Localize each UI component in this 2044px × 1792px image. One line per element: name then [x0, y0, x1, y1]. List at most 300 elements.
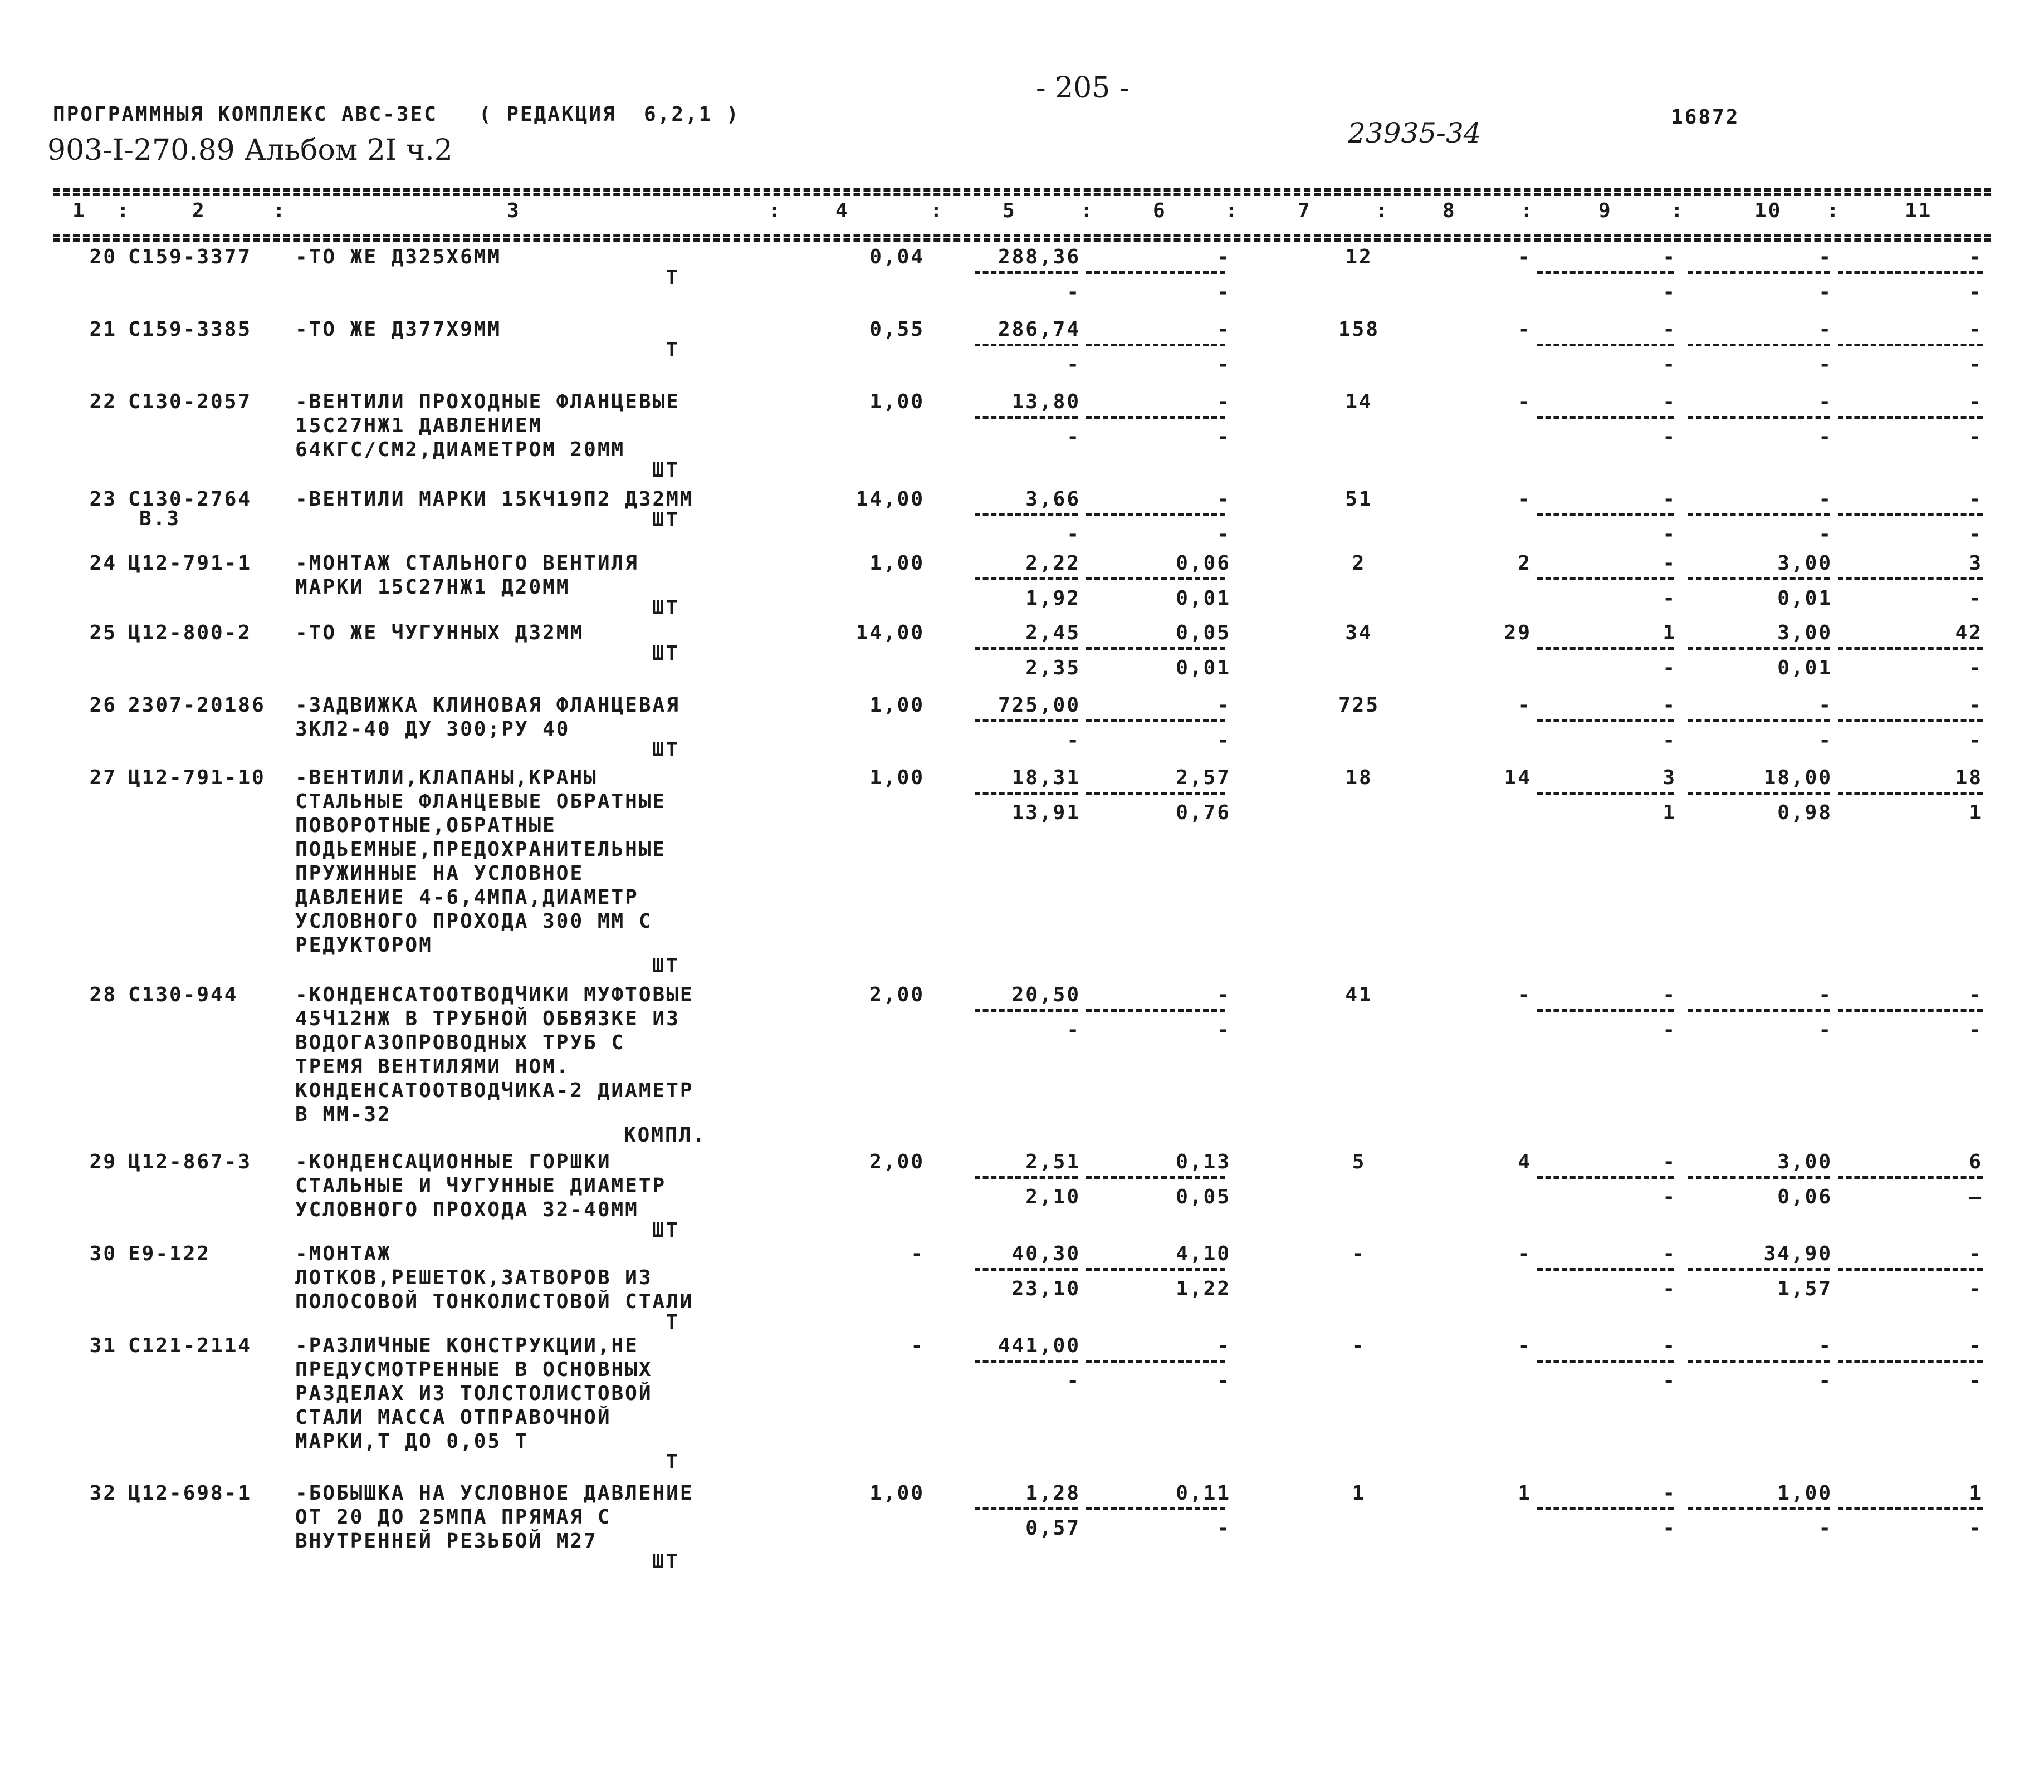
description-line: -РАЗЛИЧНЫЕ КОНСТРУКЦИИ,НЕ — [295, 1334, 639, 1357]
cell-divider — [1086, 1360, 1225, 1363]
rate-code: 2307-20186 — [128, 694, 266, 717]
cell-col-10-lower: - — [1818, 353, 1832, 376]
cell-col-9: - — [1662, 318, 1676, 341]
cell-divider — [1688, 647, 1830, 650]
cell-col-5: 2,22 — [1025, 552, 1080, 575]
cell-col-11: - — [1969, 390, 1983, 413]
cell-divider — [1838, 513, 1983, 516]
page-number: - 205 - — [1036, 71, 1129, 105]
cell-divider — [1688, 1268, 1830, 1271]
column-header-5: 5 — [1003, 199, 1016, 222]
cell-col-6: 0,05 — [1176, 621, 1231, 644]
program-header: ПРОГРАММНЫЯ КОМПЛЕКС АВС-ЗЕС ( РЕДАКЦИЯ 6,2,1 ) — [53, 103, 740, 126]
cell-col-10-lower: 0,01 — [1777, 657, 1832, 679]
row-number: 26 — [89, 694, 117, 717]
cell-col-9-lower: - — [1662, 657, 1676, 679]
cell-col-10-lower: 0,01 — [1777, 587, 1832, 610]
cell-col-10-lower: - — [1818, 1517, 1832, 1540]
cell-divider — [1086, 1176, 1225, 1179]
description-line: РЕДУКТОРОМ — [295, 934, 433, 957]
cell-col-5-lower: 2,35 — [1025, 657, 1080, 679]
rate-code: С130-2057 — [128, 390, 252, 413]
handwritten-code: 23935-34 — [1348, 117, 1481, 149]
cell-col-6: - — [1217, 390, 1231, 413]
cell-divider — [1537, 719, 1674, 722]
column-header-10: 10 — [1754, 199, 1782, 222]
unit-of-measure: Т — [666, 1311, 679, 1334]
cell-divider — [975, 577, 1078, 580]
description-line: ЛОТКОВ,РЕШЕТОК,ЗАТВОРОВ ИЗ — [295, 1266, 653, 1289]
cell-col-11-lower: - — [1969, 353, 1983, 376]
cell-divider — [1086, 1268, 1225, 1271]
cell-col-5-lower: 13,91 — [1011, 801, 1080, 824]
description-line: -КОНДЕНСАЦИОННЫЕ ГОРШКИ — [295, 1150, 612, 1173]
cell-col-11: 18 — [1955, 766, 1983, 789]
cell-divider — [1688, 1507, 1830, 1510]
cell-col-5-lower: 2,10 — [1025, 1186, 1080, 1208]
document-number: 16872 — [1671, 106, 1740, 129]
cell-col-6: - — [1217, 694, 1231, 717]
description-line: ДАВЛЕНИЕ 4-6,4МПА,ДИАМЕТР — [295, 886, 639, 909]
cell-col-11-lower: - — [1969, 281, 1983, 303]
cell-col-6: - — [1217, 488, 1231, 511]
row-number: 22 — [89, 390, 117, 413]
cell-col-4: 1,00 — [869, 694, 925, 717]
cell-divider — [1086, 513, 1225, 516]
album-title: 903-I-270.89 Альбом 2I ч.2 — [47, 134, 453, 167]
cell-divider — [975, 1360, 1078, 1363]
description-line: -ВЕНТИЛИ ПРОХОДНЫЕ ФЛАНЦЕВЫЕ — [295, 390, 680, 413]
cell-col-4: 1,00 — [869, 552, 925, 575]
cell-divider — [1537, 792, 1674, 795]
rate-code: Ц12-698-1 — [128, 1482, 252, 1505]
cell-col-9: - — [1662, 1334, 1676, 1357]
rate-code: С159-3377 — [128, 246, 252, 268]
cell-col-5: 13,80 — [1011, 390, 1080, 413]
cell-col-6: 2,57 — [1176, 766, 1231, 789]
row-number: 29 — [89, 1150, 117, 1173]
cell-col-11-lower: - — [1969, 425, 1983, 448]
column-separator: : — [1225, 199, 1239, 222]
description-line: -ТО ЖЕ Д377Х9ММ — [295, 318, 502, 341]
unit-of-measure: ШТ — [652, 459, 679, 482]
cell-col-6: 0,06 — [1176, 552, 1231, 575]
cell-divider — [1086, 416, 1225, 419]
description-line: ПРЕДУСМОТРЕННЫЕ В ОСНОВНЫХ — [295, 1358, 653, 1381]
cell-col-8: 2 — [1518, 552, 1532, 575]
cell-divider — [1838, 1268, 1983, 1271]
cell-divider — [975, 647, 1078, 650]
cell-col-10: - — [1818, 694, 1832, 717]
cell-divider — [1688, 1009, 1830, 1012]
rate-code: С130-2764 — [128, 488, 252, 511]
cell-col-6: - — [1217, 318, 1231, 341]
cell-col-9-lower: - — [1662, 1186, 1676, 1208]
description-line: ПОЛОСОВОЙ ТОНКОЛИСТОВОЙ СТАЛИ — [295, 1290, 694, 1313]
cell-col-10-lower: 1,57 — [1777, 1277, 1832, 1300]
cell-col-6-lower: - — [1217, 281, 1231, 303]
cell-col-9: - — [1662, 983, 1676, 1006]
row-number: 27 — [89, 766, 117, 789]
cell-col-8: - — [1518, 983, 1532, 1006]
cell-col-8: - — [1518, 246, 1532, 268]
description-line: СТАЛИ МАССА ОТПРАВОЧНОЙ — [295, 1406, 612, 1429]
cell-col-11-lower: - — [1969, 1019, 1983, 1041]
cell-divider — [1838, 416, 1983, 419]
cell-col-9-lower: - — [1662, 1369, 1676, 1392]
cell-divider — [1688, 416, 1830, 419]
cell-divider — [1537, 1009, 1674, 1012]
column-header-1: 1 — [72, 199, 86, 222]
column-header-2: 2 — [192, 199, 206, 222]
cell-divider — [1838, 1176, 1983, 1179]
description-line: -ВЕНТИЛИ,КЛАПАНЫ,КРАНЫ — [295, 766, 598, 789]
cell-col-10: 34,90 — [1763, 1242, 1832, 1265]
cell-col-6-lower: - — [1217, 1517, 1231, 1540]
description-line: ВНУТРЕННЕЙ РЕЗЬБОЙ М27 — [295, 1530, 598, 1553]
cell-col-4: 2,00 — [869, 983, 925, 1006]
description-line: 64КГС/СМ2,ДИАМЕТРОМ 20ММ — [295, 438, 625, 461]
cell-col-8: 29 — [1504, 621, 1532, 644]
description-line: КОНДЕНСАТООТВОДЧИКА-2 ДИАМЕТР — [295, 1079, 694, 1102]
cell-divider — [1688, 1360, 1830, 1363]
cell-col-6-lower: - — [1217, 523, 1231, 546]
cell-col-10: 3,00 — [1777, 1150, 1832, 1173]
row-number: 25 — [89, 621, 117, 644]
cell-col-8: - — [1518, 318, 1532, 341]
cell-col-5: 288,36 — [997, 246, 1080, 268]
unit-of-measure: ШТ — [652, 508, 679, 531]
cell-divider — [1838, 719, 1983, 722]
cell-col-9-lower: - — [1662, 587, 1676, 610]
cell-divider — [1688, 577, 1830, 580]
cell-divider — [1537, 1268, 1674, 1271]
cell-col-9: 3 — [1662, 766, 1676, 789]
cell-divider — [1688, 1176, 1830, 1179]
description-line: -КОНДЕНСАТООТВОДЧИКИ МУФТОВЫЕ — [295, 983, 694, 1006]
cell-col-5: 40,30 — [1011, 1242, 1080, 1265]
cell-col-4: 2,00 — [869, 1150, 925, 1173]
cell-divider — [975, 1268, 1078, 1271]
cell-col-4: 0,04 — [869, 246, 925, 268]
cell-col-8: - — [1518, 1242, 1532, 1265]
cell-col-6: - — [1217, 246, 1231, 268]
rate-code: С159-3385 — [128, 318, 252, 341]
cell-col-11-lower: - — [1969, 1277, 1983, 1300]
cell-col-11-lower: - — [1969, 729, 1983, 752]
cell-col-9: - — [1662, 1150, 1676, 1173]
cell-divider — [1086, 1009, 1225, 1012]
cell-col-6: 0,13 — [1176, 1150, 1231, 1173]
description-line: -ВЕНТИЛИ МАРКИ 15КЧ19П2 Д32ММ — [295, 488, 694, 511]
cell-col-11: - — [1969, 694, 1983, 717]
cell-col-10: 3,00 — [1777, 552, 1832, 575]
cell-col-11: 3 — [1969, 552, 1983, 575]
cell-col-11-lower: - — [1969, 1517, 1983, 1540]
cell-col-10: - — [1818, 488, 1832, 511]
cell-divider — [1086, 792, 1225, 795]
description-line: ПОДЬЕМНЫЕ,ПРЕДОХРАНИТЕЛЬНЫЕ — [295, 838, 667, 861]
cell-col-10-lower: - — [1818, 1019, 1832, 1041]
cell-col-4: 1,00 — [869, 1482, 925, 1505]
cell-col-5: 20,50 — [1011, 983, 1080, 1006]
header-bottom-rule-2 — [53, 238, 1991, 242]
cell-col-5-lower: - — [1067, 425, 1080, 448]
cell-col-7: 34 — [1345, 621, 1373, 644]
cell-col-9: - — [1662, 488, 1676, 511]
column-separator: : — [273, 199, 287, 222]
cell-col-9-lower: 1 — [1662, 801, 1676, 824]
row-number: 31 — [89, 1334, 117, 1357]
row-number: 21 — [89, 318, 117, 341]
unit-of-measure: ШТ — [652, 1550, 679, 1573]
row-number: 28 — [89, 983, 117, 1006]
cell-col-7: 1 — [1352, 1482, 1366, 1505]
cell-divider — [1688, 719, 1830, 722]
cell-divider — [975, 792, 1078, 795]
cell-col-11-lower: - — [1969, 587, 1983, 610]
description-line: ПОВОРОТНЫЕ,ОБРАТНЫЕ — [295, 814, 556, 837]
cell-col-9: - — [1662, 1242, 1676, 1265]
cell-col-4: 0,55 — [869, 318, 925, 341]
cell-col-5: 2,51 — [1025, 1150, 1080, 1173]
cell-col-7: - — [1352, 1334, 1366, 1357]
description-line: РАЗДЕЛАХ ИЗ ТОЛСТОЛИСТОВОЙ — [295, 1382, 653, 1405]
description-line: -МОНТАЖ СТАЛЬНОГО ВЕНТИЛЯ — [295, 552, 639, 575]
cell-col-10-lower: - — [1818, 425, 1832, 448]
rate-code-suffix: В.3 — [139, 507, 181, 530]
cell-divider — [1838, 792, 1983, 795]
rate-code: Ц12-791-1 — [128, 552, 252, 575]
description-line: СТАЛЬНЫЕ ФЛАНЦЕВЫЕ ОБРАТНЫЕ — [295, 790, 667, 813]
row-number: 24 — [89, 552, 117, 575]
column-header-3: 3 — [507, 199, 521, 222]
cell-col-5-lower: - — [1067, 523, 1080, 546]
description-line: МАРКИ,Т ДО 0,05 Т — [295, 1430, 529, 1453]
cell-divider — [1086, 577, 1225, 580]
cell-col-8: 1 — [1518, 1482, 1532, 1505]
cell-col-6-lower: - — [1217, 425, 1231, 448]
cell-col-7: - — [1352, 1242, 1366, 1265]
cell-col-8: - — [1518, 488, 1532, 511]
cell-col-4: 1,00 — [869, 390, 925, 413]
cell-col-9-lower: - — [1662, 729, 1676, 752]
description-line: 45Ч12НЖ В ТРУБНОЙ ОБВЯЗКЕ ИЗ — [295, 1007, 680, 1030]
cell-divider — [975, 1009, 1078, 1012]
cell-col-7: 158 — [1338, 318, 1380, 341]
description-line: СТАЛЬНЫЕ И ЧУГУННЫЕ ДИАМЕТР — [295, 1174, 667, 1197]
cell-col-9: - — [1662, 1482, 1676, 1505]
cell-col-10: 18,00 — [1763, 766, 1832, 789]
cell-col-11-lower: - — [1969, 523, 1983, 546]
cell-col-5: 725,00 — [997, 694, 1080, 717]
cell-divider — [975, 344, 1078, 346]
cell-col-9: - — [1662, 552, 1676, 575]
cell-col-9-lower: - — [1662, 353, 1676, 376]
cell-col-7: 51 — [1345, 488, 1373, 511]
cell-divider — [1537, 1507, 1674, 1510]
cell-col-5-lower: 1,92 — [1025, 587, 1080, 610]
cell-col-7: 2 — [1352, 552, 1366, 575]
cell-col-11: - — [1969, 983, 1983, 1006]
cell-col-7: 18 — [1345, 766, 1373, 789]
cell-col-6-lower: 1,22 — [1176, 1277, 1231, 1300]
cell-divider — [1537, 647, 1674, 650]
cell-col-10: - — [1818, 246, 1832, 268]
cell-col-6-lower: - — [1217, 353, 1231, 376]
cell-col-4: - — [911, 1242, 925, 1265]
cell-divider — [1086, 344, 1225, 346]
column-header-8: 8 — [1442, 199, 1456, 222]
cell-divider — [1537, 271, 1674, 274]
unit-of-measure: Т — [666, 1451, 679, 1473]
header-top-rule — [53, 188, 1991, 192]
cell-col-9-lower: - — [1662, 523, 1676, 546]
column-separator: : — [1827, 199, 1841, 222]
cell-col-10-lower: - — [1818, 523, 1832, 546]
cell-col-9: - — [1662, 694, 1676, 717]
cell-col-9-lower: - — [1662, 1277, 1676, 1300]
cell-col-7: 14 — [1345, 390, 1373, 413]
unit-of-measure: ШТ — [652, 1219, 679, 1242]
description-line: -ТО ЖЕ ЧУГУННЫХ Д32ММ — [295, 621, 584, 644]
column-separator: : — [769, 199, 783, 222]
cell-col-6: - — [1217, 1334, 1231, 1357]
cell-divider — [1537, 1360, 1674, 1363]
cell-divider — [1688, 513, 1830, 516]
cell-col-5-lower: - — [1067, 1369, 1080, 1392]
cell-divider — [1688, 344, 1830, 346]
cell-col-5: 441,00 — [997, 1334, 1080, 1357]
cell-col-6-lower: 0,01 — [1176, 587, 1231, 610]
cell-col-9-lower: - — [1662, 1517, 1676, 1540]
rate-code: Ц12-791-10 — [128, 766, 266, 789]
cell-col-6-lower: - — [1217, 1369, 1231, 1392]
cell-divider — [1537, 1176, 1674, 1179]
cell-divider — [975, 1176, 1078, 1179]
cell-divider — [975, 1507, 1078, 1510]
cell-divider — [1537, 344, 1674, 346]
cell-col-6: 4,10 — [1176, 1242, 1231, 1265]
cell-col-9-lower: - — [1662, 281, 1676, 303]
cell-col-11-lower: 1 — [1969, 801, 1983, 824]
cell-divider — [1086, 271, 1225, 274]
cell-col-5-lower: - — [1067, 1019, 1080, 1041]
description-line: -ЗАДВИЖКА КЛИНОВАЯ ФЛАНЦЕВАЯ — [295, 694, 680, 717]
rate-code: Е9-122 — [128, 1242, 211, 1265]
rate-code: С130-944 — [128, 983, 238, 1006]
cell-divider — [975, 271, 1078, 274]
cell-col-11: - — [1969, 246, 1983, 268]
cell-divider — [1537, 577, 1674, 580]
cell-divider — [1086, 719, 1225, 722]
cell-col-5: 286,74 — [997, 318, 1080, 341]
header-bottom-rule — [53, 234, 1991, 237]
cell-divider — [1688, 792, 1830, 795]
cell-divider — [1838, 1507, 1983, 1510]
column-separator: : — [1671, 199, 1685, 222]
cell-divider — [1086, 647, 1225, 650]
description-line: ВОДОГАЗОПРОВОДНЫХ ТРУБ С — [295, 1031, 625, 1054]
column-header-9: 9 — [1598, 199, 1612, 222]
cell-col-4: - — [911, 1334, 925, 1357]
cell-col-7: 725 — [1338, 694, 1380, 717]
cell-divider — [1838, 577, 1983, 580]
cell-col-10-lower: 0,98 — [1777, 801, 1832, 824]
rate-code: Ц12-800-2 — [128, 621, 252, 644]
description-line: ЗКЛ2-40 ДУ 300;РУ 40 — [295, 718, 570, 741]
cell-col-10: - — [1818, 318, 1832, 341]
cell-col-9: - — [1662, 246, 1676, 268]
cell-col-11: - — [1969, 1242, 1983, 1265]
description-line: В ММ-32 — [295, 1103, 392, 1126]
column-separator: : — [1520, 199, 1534, 222]
column-separator: : — [1376, 199, 1390, 222]
cell-col-4: 14,00 — [855, 488, 925, 511]
unit-of-measure: КОМПЛ. — [624, 1124, 707, 1147]
description-line: ТРЕМЯ ВЕНТИЛЯМИ НОМ. — [295, 1055, 570, 1078]
description-line: ПРУЖИННЫЕ НА УСЛОВНОЕ — [295, 862, 584, 885]
cell-divider — [1838, 344, 1983, 346]
cell-col-6: - — [1217, 983, 1231, 1006]
cell-col-7: 12 — [1345, 246, 1373, 268]
description-line: УСЛОВНОГО ПРОХОДА 300 ММ С — [295, 910, 653, 933]
cell-col-10: 3,00 — [1777, 621, 1832, 644]
description-line: ОТ 20 ДО 25МПА ПРЯМАЯ С — [295, 1506, 612, 1529]
cell-col-11: 1 — [1969, 1482, 1983, 1505]
cell-col-10: 1,00 — [1777, 1482, 1832, 1505]
column-header-11: 11 — [1905, 199, 1933, 222]
cell-col-8: 14 — [1504, 766, 1532, 789]
cell-col-5: 2,45 — [1025, 621, 1080, 644]
row-number: 32 — [89, 1482, 117, 1505]
description-line: УСЛОВНОГО ПРОХОДА 32-40ММ — [295, 1198, 639, 1221]
cell-col-11: 42 — [1955, 621, 1983, 644]
cell-divider — [1537, 513, 1674, 516]
cell-col-5: 18,31 — [1011, 766, 1080, 789]
cell-col-6-lower: 0,05 — [1176, 1186, 1231, 1208]
cell-col-9-lower: - — [1662, 425, 1676, 448]
cell-col-7: 41 — [1345, 983, 1373, 1006]
cell-divider — [1838, 271, 1983, 274]
cell-divider — [1537, 416, 1674, 419]
description-line: -ТО ЖЕ Д325Х6ММ — [295, 246, 502, 268]
cell-divider — [1838, 647, 1983, 650]
cell-col-11: - — [1969, 488, 1983, 511]
description-line: МАРКИ 15С27НЖ1 Д20ММ — [295, 576, 570, 599]
cell-col-10-lower: - — [1818, 1369, 1832, 1392]
cell-divider — [1838, 1009, 1983, 1012]
cell-col-6: 0,11 — [1176, 1482, 1231, 1505]
cell-col-10: - — [1818, 1334, 1832, 1357]
cell-col-6-lower: 0,01 — [1176, 657, 1231, 679]
cell-col-10: - — [1818, 390, 1832, 413]
row-number: 20 — [89, 246, 117, 268]
cell-col-10-lower: - — [1818, 281, 1832, 303]
cell-col-11: 6 — [1969, 1150, 1983, 1173]
cell-col-10: - — [1818, 983, 1832, 1006]
cell-col-11-lower: - — [1969, 1369, 1983, 1392]
header-top-rule-2 — [53, 193, 1991, 196]
rate-code: С121-2114 — [128, 1334, 252, 1357]
cell-col-11-lower: — — [1969, 1186, 1983, 1208]
cell-divider — [975, 719, 1078, 722]
cell-col-8: - — [1518, 694, 1532, 717]
cell-col-11: - — [1969, 1334, 1983, 1357]
cell-col-5: 1,28 — [1025, 1482, 1080, 1505]
cell-col-9: 1 — [1662, 621, 1676, 644]
cell-col-9: - — [1662, 390, 1676, 413]
